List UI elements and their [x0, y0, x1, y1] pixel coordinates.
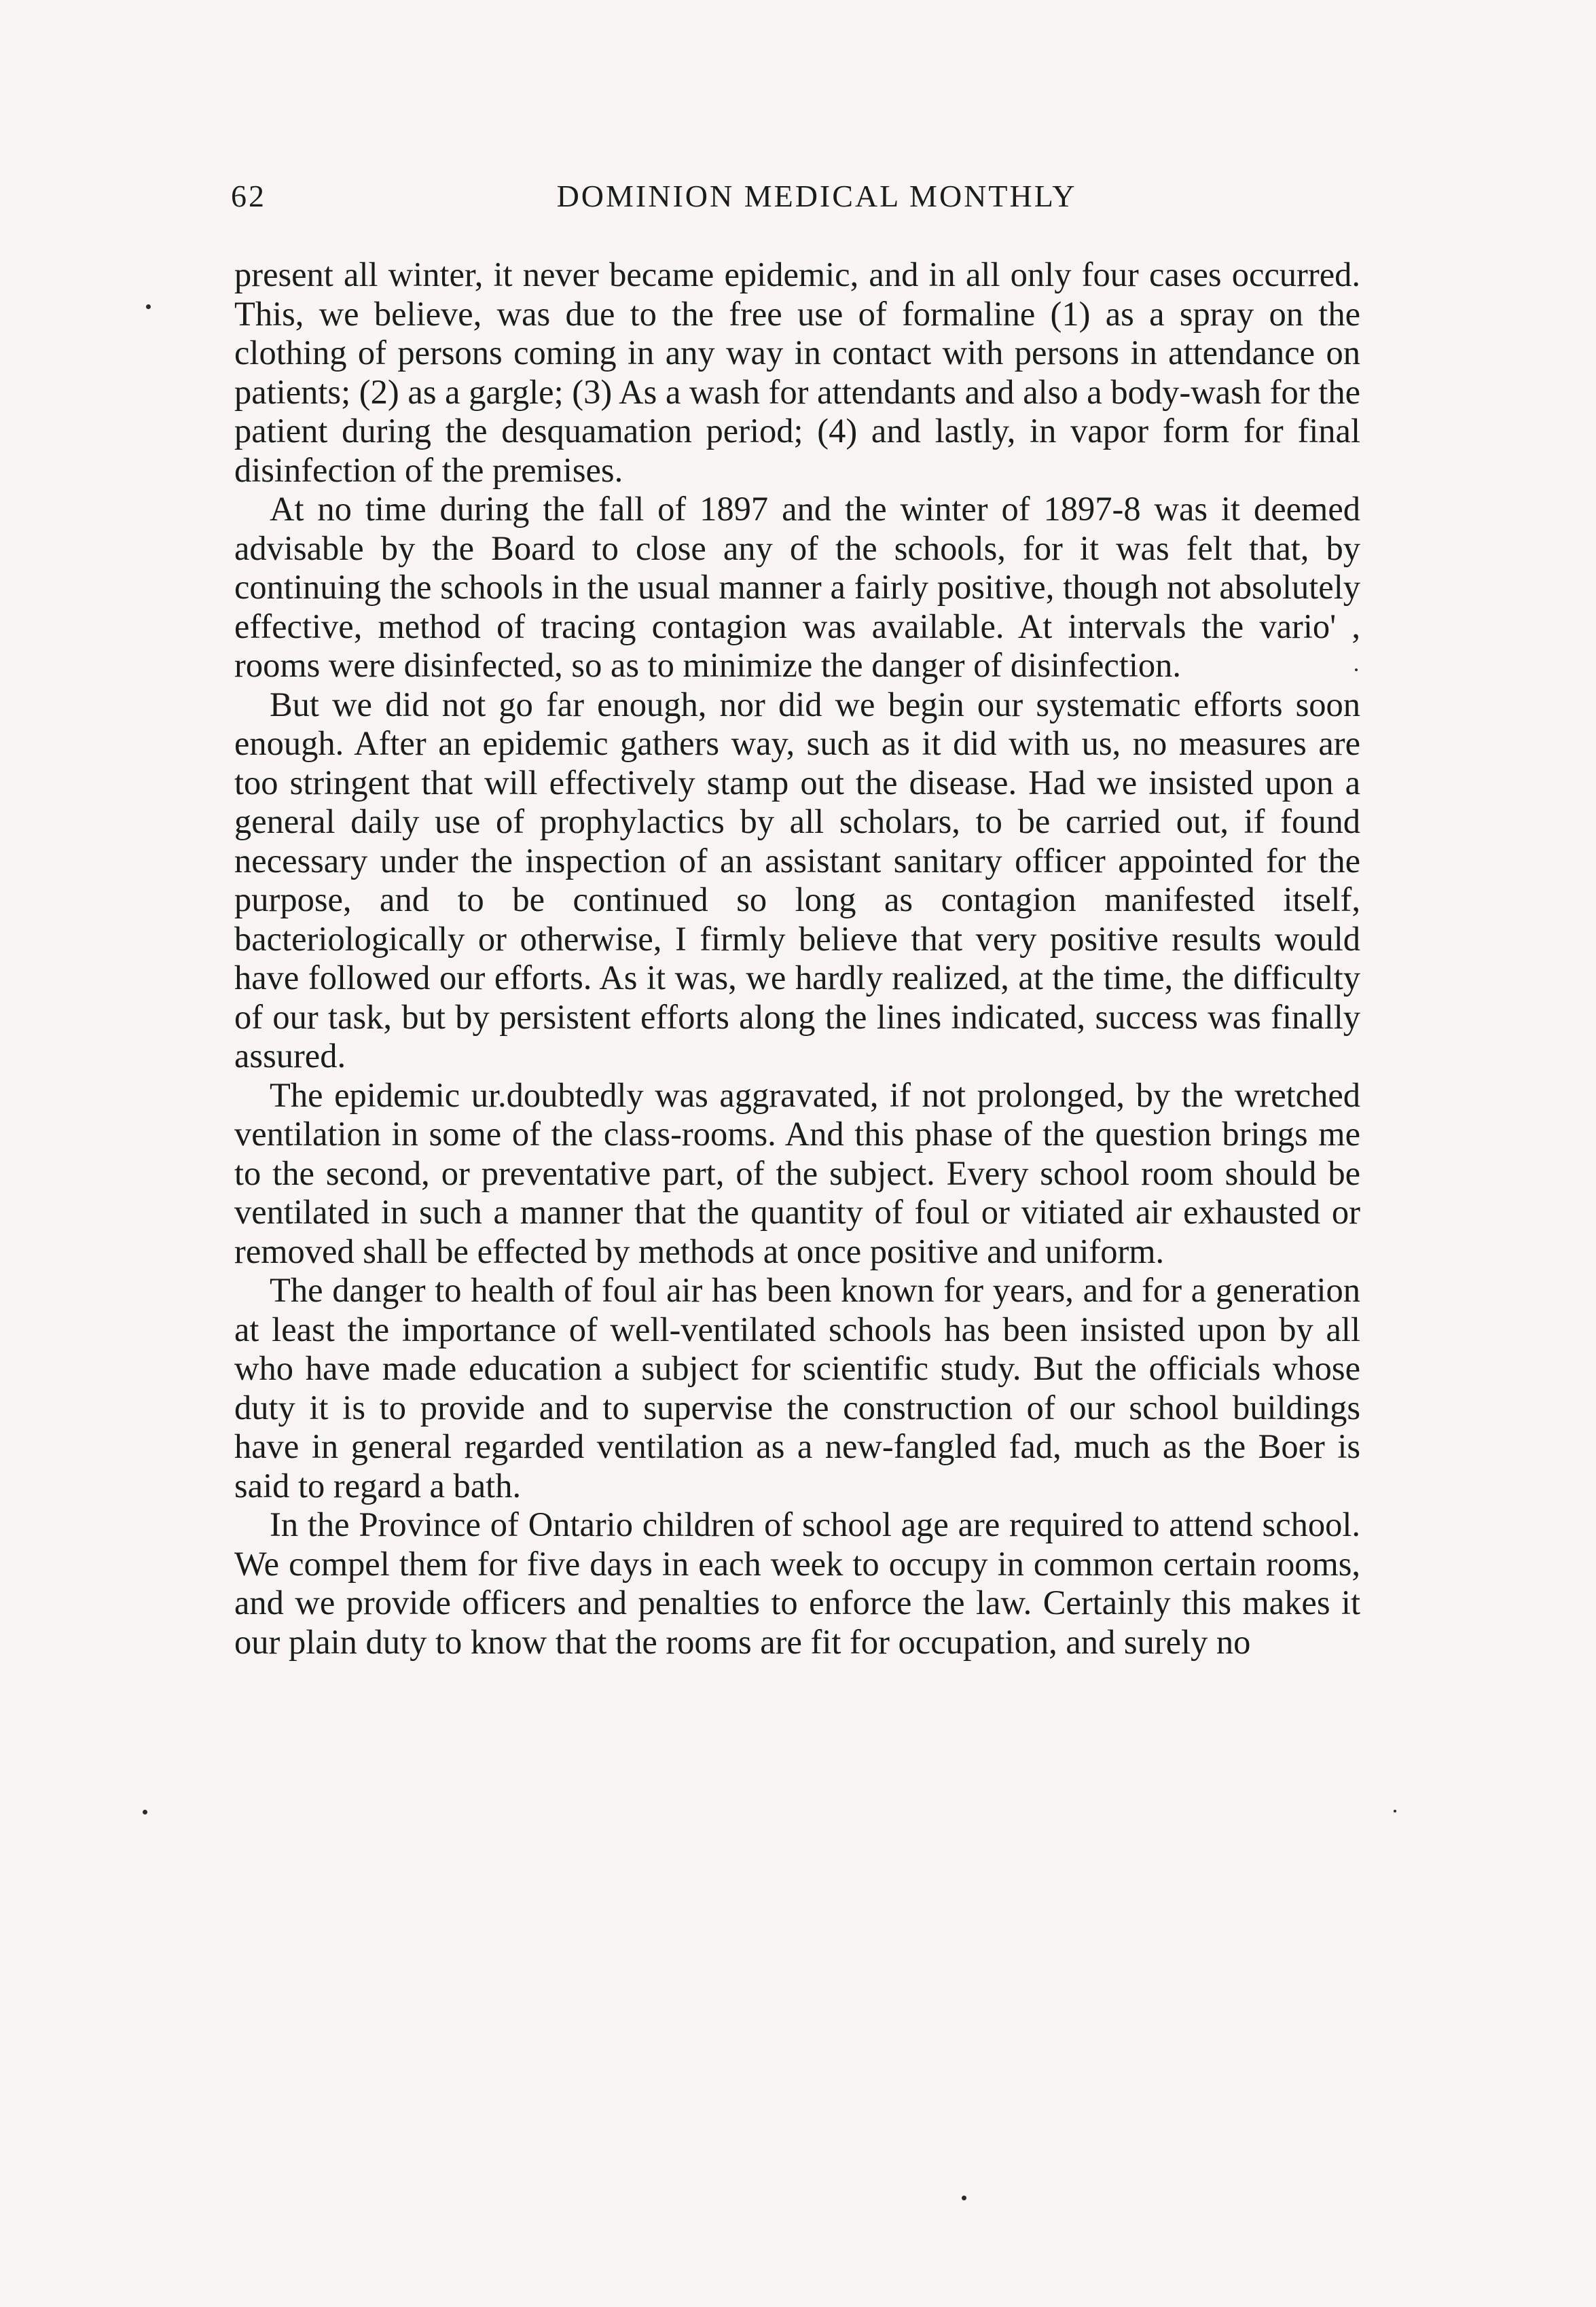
- paragraph-2: At no time during the fall of 1897 and the winter of 1897-8 was it deemed advisable by the Board to close any of the schools, for it was felt that, by continuing the schools in the usual manner a fairly positive, though not absolutely effective, method of tracing contagion was available. At intervals the vario' , rooms were disinfected, so as to minimize the danger of disinfection.: [234, 490, 1360, 684]
- paragraph-6: In the Province of Ontario children of school age are required to attend school. We compel them for five days in each week to occupy in common certain rooms, and we provide officers and penalties to enforce the law. Certainly this makes it our plain duty to know that the rooms are fit for occupation, and surely no: [234, 1505, 1360, 1661]
- page-number: 62: [231, 179, 266, 213]
- running-head: [231, 178, 1362, 226]
- paragraph-3: But we did not go far enough, nor did we begin our systematic efforts soon enough. After an epidemic gathers way, such as it did with us, no measures are too stringent that will effectively stamp out the disease. Had we insisted upon a general daily use of prophylactics by all scholars, to be carried out, if found necessary under the inspection of an assistant sanitary officer appointed for the purpose, and to be continued so long as contagion manifested itself, bacteriologically or otherwise, I firmly believe that very positive results would have followed our efforts. As it was, we hardly realized, at the time, the difficulty of our task, but by persistent efforts along the lines indicated, success was finally assured.: [234, 685, 1360, 1075]
- scan-speck-mark: [1355, 668, 1358, 671]
- journal-title: DOMINION MEDICAL MONTHLY: [556, 179, 1077, 213]
- scan-speck-mark: [1394, 1810, 1396, 1812]
- scan-speck-mark: [962, 2196, 966, 2200]
- paragraph-1: present all winter, it never became epidemic, and in all only four cases occurred. This, we believe, was due to the free use of formaline (1) as a spray on the clothing of persons coming in any way in contact with persons in attendance on patients; (2) as a gargle; (3) As a wash for attendants and also a body-wash for the patient during the desquamation period; (4) and lastly, in vapor form for final disinfection of the premises.: [234, 255, 1360, 489]
- paragraph-4: The epidemic ur.doubtedly was aggravated, if not prolonged, by the wretched ventilation in some of the class-rooms. And this phase of the question brings me to the second, or preventative part, of the subject. Every school room should be ventilated in such a manner that the quantity of foul or vitiated air exhausted or removed shall be effected by methods at once positive and uniform.: [234, 1075, 1360, 1270]
- article-body: [234, 255, 1360, 1662]
- paragraph-5: The danger to health of foul air has been known for years, and for a generation at least the importance of well-ventilated schools has been insisted upon by all who have made education a subject for scientific study. But the officials whose duty it is to provide and to supervise the construction of our school buildings have in general regarded ventilation as a new-fangled fad, much as the Boer is said to regard a bath.: [234, 1271, 1360, 1505]
- scan-speck-mark: [143, 1810, 147, 1814]
- scan-speck-mark: [146, 304, 151, 309]
